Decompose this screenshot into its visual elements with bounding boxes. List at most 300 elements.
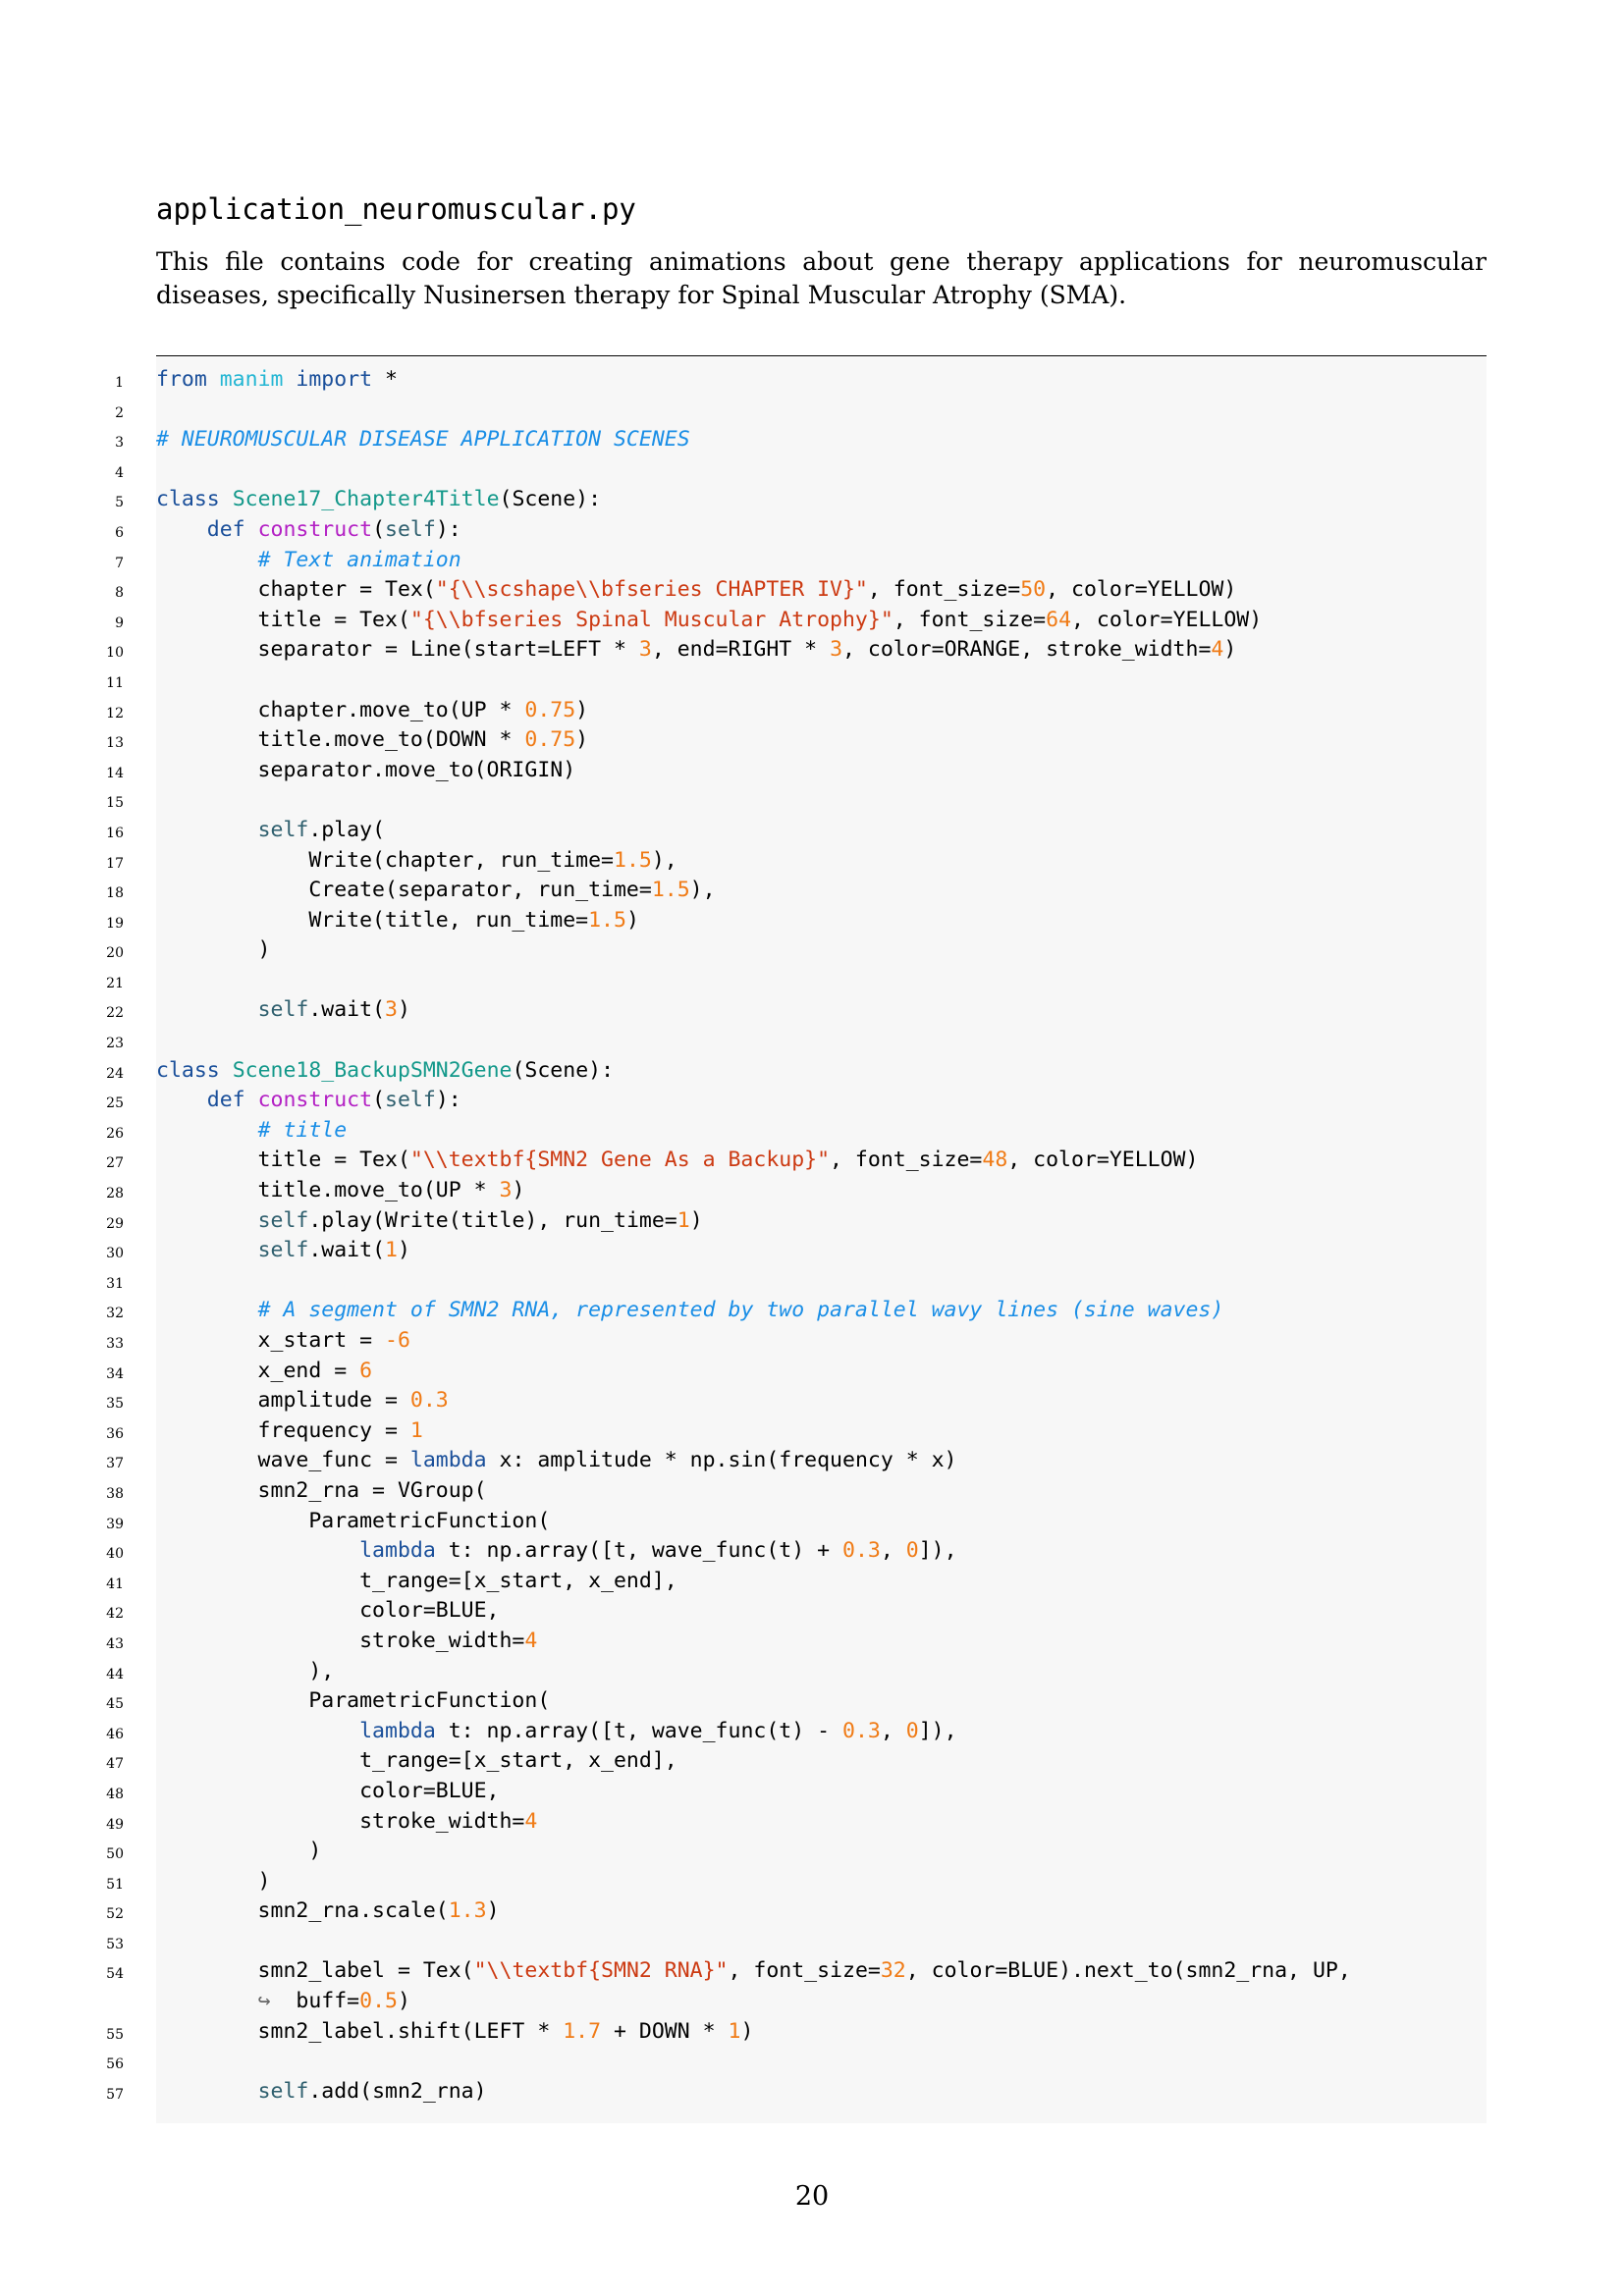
code-line xyxy=(0,365,1624,396)
line-number: 11 xyxy=(106,674,124,691)
line-number: 18 xyxy=(106,885,124,902)
code-line xyxy=(0,1446,1624,1476)
code-token: (Scene): xyxy=(499,487,602,512)
code-text xyxy=(156,365,398,396)
code-token: , color=ORANGE, stroke_width= xyxy=(842,637,1212,663)
code-line xyxy=(0,995,1624,1026)
code-token: Create(separator, run_time= xyxy=(156,878,652,903)
line-number: 51 xyxy=(106,1876,124,1893)
code-token: Write(title, run_time= xyxy=(156,907,589,933)
code-token: Scene17_Chapter4Title xyxy=(232,487,500,512)
code-token xyxy=(220,487,233,511)
line-number: 52 xyxy=(106,1906,124,1923)
line-number: 30 xyxy=(106,1246,124,1262)
code-token: 1.5 xyxy=(588,907,626,933)
code-token: 3 xyxy=(499,1178,513,1203)
code-line xyxy=(0,1927,1624,1957)
code-token: ) xyxy=(625,907,639,933)
code-token: ) xyxy=(486,1898,500,1924)
code-token: # A segment of SMN2 RNA, represented by two parallel wavy lines (sine waves) xyxy=(257,1298,1224,1323)
code-token xyxy=(283,367,296,392)
code-token: 0 xyxy=(905,1538,919,1564)
code-token: # title xyxy=(257,1117,348,1143)
code-line xyxy=(0,1056,1624,1087)
code-text xyxy=(156,1657,334,1687)
code-token: ) xyxy=(740,2018,754,2044)
code-text xyxy=(156,816,385,846)
code-token: color=BLUE, xyxy=(156,1778,500,1803)
code-token xyxy=(245,1088,258,1112)
code-token: lambda xyxy=(359,1538,436,1564)
code-line xyxy=(0,1807,1624,1838)
code-text xyxy=(156,1746,677,1777)
code-token: smn2_rna = VGroup( xyxy=(156,1477,487,1503)
code-line xyxy=(0,425,1624,455)
code-line xyxy=(0,1476,1624,1507)
line-number: 55 xyxy=(106,2026,124,2043)
code-line xyxy=(0,816,1624,846)
code-token: 1 xyxy=(677,1207,690,1233)
code-line xyxy=(0,455,1624,486)
code-token: separator = Line(start=LEFT * xyxy=(156,637,639,663)
code-text xyxy=(156,635,1236,666)
code-token: 1.3 xyxy=(448,1898,487,1924)
code-token: , font_size= xyxy=(867,577,1021,603)
code-token: stroke_width= xyxy=(156,1808,525,1834)
code-token: def xyxy=(206,516,245,542)
code-token: , color=YELLOW) xyxy=(1007,1148,1199,1173)
code-token: .add(smn2_rna) xyxy=(308,2078,487,2104)
code-line xyxy=(0,606,1624,636)
line-number: 6 xyxy=(115,524,124,541)
code-token: 0.3 xyxy=(409,1388,449,1414)
code-token: self xyxy=(257,2078,309,2104)
code-line xyxy=(0,1867,1624,1897)
line-number: 9 xyxy=(115,614,124,631)
code-text xyxy=(156,756,575,786)
code-line xyxy=(0,1987,1624,2017)
code-text xyxy=(156,935,271,966)
line-number: 43 xyxy=(106,1635,124,1652)
code-token: smn2_label.shift(LEFT * xyxy=(156,2018,564,2044)
code-token xyxy=(207,367,220,392)
code-token: lambda xyxy=(359,1718,436,1743)
code-line xyxy=(0,1206,1624,1237)
line-number: 22 xyxy=(106,1005,124,1022)
code-text xyxy=(156,1807,537,1838)
code-line xyxy=(0,1627,1624,1657)
code-token: ) xyxy=(156,1868,271,1894)
code-token: smn2_rna.scale( xyxy=(156,1898,449,1924)
code-token: ): xyxy=(435,1088,461,1113)
line-number: 20 xyxy=(106,945,124,962)
line-number: 13 xyxy=(106,735,124,752)
code-text xyxy=(156,1956,1351,1987)
line-number: 3 xyxy=(115,435,124,452)
code-text xyxy=(156,1326,410,1357)
page-number: 20 xyxy=(794,2181,830,2212)
code-token: ) xyxy=(1223,637,1237,663)
code-token: .play(Write(title), run_time= xyxy=(308,1207,677,1233)
code-line xyxy=(0,1507,1624,1537)
code-token: 1.5 xyxy=(651,878,690,903)
code-line xyxy=(0,1357,1624,1387)
code-token: color=BLUE, xyxy=(156,1598,500,1624)
code-text xyxy=(156,1686,550,1717)
code-token: self xyxy=(385,1088,436,1113)
code-token: self xyxy=(257,817,309,842)
code-token: ) xyxy=(156,937,271,963)
code-text xyxy=(156,1206,703,1237)
code-token: ↪ xyxy=(257,1989,271,2014)
code-token: 0.5 xyxy=(359,1989,398,2014)
line-number: 26 xyxy=(106,1125,124,1142)
line-number: 56 xyxy=(106,2056,124,2073)
code-text xyxy=(156,1987,410,2017)
code-token: "{\\bfseries Spinal Muscular Atrophy}" xyxy=(409,607,893,632)
code-line xyxy=(0,1296,1624,1326)
code-token xyxy=(156,1088,207,1112)
code-line xyxy=(0,876,1624,906)
code-token: ) xyxy=(575,697,589,722)
code-listing xyxy=(0,365,1624,2107)
code-text xyxy=(156,1236,410,1266)
code-token: title = Tex( xyxy=(156,1148,410,1173)
code-line xyxy=(0,1026,1624,1056)
line-number: 47 xyxy=(106,1756,124,1773)
line-number: 54 xyxy=(106,1966,124,1983)
line-number: 14 xyxy=(106,765,124,781)
code-token: ]), xyxy=(918,1718,957,1743)
code-text xyxy=(156,1146,1198,1176)
code-token xyxy=(245,517,258,542)
code-token: .play( xyxy=(308,817,386,842)
code-line xyxy=(0,725,1624,756)
line-number: 19 xyxy=(106,915,124,932)
code-text xyxy=(156,906,639,936)
code-text xyxy=(156,606,1262,636)
code-token: ), xyxy=(689,878,716,903)
code-text xyxy=(156,1116,347,1147)
line-number: 34 xyxy=(106,1365,124,1382)
line-number: 32 xyxy=(106,1306,124,1322)
code-token: ParametricFunction( xyxy=(156,1508,551,1533)
code-line xyxy=(0,485,1624,515)
code-token: t: np.array([t, wave_func(t) - xyxy=(435,1718,842,1743)
code-line xyxy=(0,1146,1624,1176)
code-top-rule xyxy=(156,355,1487,356)
code-token: , font_size= xyxy=(830,1148,983,1173)
code-token: .wait( xyxy=(308,997,386,1023)
line-number: 21 xyxy=(106,975,124,991)
line-number: 42 xyxy=(106,1606,124,1623)
code-token: ( xyxy=(372,516,386,542)
line-number: 15 xyxy=(106,795,124,812)
code-token: ( xyxy=(372,1088,386,1113)
code-token: 1 xyxy=(385,1238,398,1263)
line-number: 28 xyxy=(106,1186,124,1202)
code-text xyxy=(156,1446,957,1476)
line-number: 24 xyxy=(106,1065,124,1082)
code-line xyxy=(0,2077,1624,2108)
line-number: 53 xyxy=(106,1936,124,1952)
code-line xyxy=(0,756,1624,786)
code-token: 0 xyxy=(905,1718,919,1743)
code-token: 6 xyxy=(359,1358,373,1383)
code-token: chapter.move_to(UP * xyxy=(156,697,525,722)
line-number: 37 xyxy=(106,1456,124,1472)
code-line xyxy=(0,1686,1624,1717)
code-token: import xyxy=(296,367,373,392)
line-number: 40 xyxy=(106,1546,124,1563)
code-token xyxy=(156,1298,258,1322)
line-number: 4 xyxy=(115,464,124,481)
code-token: .wait( xyxy=(308,1238,386,1263)
code-token: 3 xyxy=(385,997,398,1023)
code-line xyxy=(0,1896,1624,1927)
code-text xyxy=(156,1717,957,1747)
code-token: 1 xyxy=(728,2018,741,2044)
code-line xyxy=(0,785,1624,816)
code-text xyxy=(156,575,1236,606)
line-number: 23 xyxy=(106,1036,124,1052)
code-text xyxy=(156,725,588,756)
line-number: 33 xyxy=(106,1336,124,1352)
code-token: , end=RIGHT * xyxy=(651,637,831,663)
code-line xyxy=(0,1837,1624,1867)
code-token: x_end = xyxy=(156,1358,360,1383)
code-token xyxy=(156,1238,258,1262)
line-number: 2 xyxy=(115,404,124,421)
code-token: wave_func = xyxy=(156,1448,410,1473)
code-token: title.move_to(DOWN * xyxy=(156,727,525,753)
code-token: t: np.array([t, wave_func(t) + xyxy=(435,1538,842,1564)
line-number: 41 xyxy=(106,1575,124,1592)
line-number: 39 xyxy=(106,1516,124,1532)
line-number: 31 xyxy=(106,1275,124,1292)
code-text xyxy=(156,876,716,906)
line-number: 7 xyxy=(115,555,124,571)
code-line xyxy=(0,2017,1624,2048)
code-line xyxy=(0,575,1624,606)
code-token: 32 xyxy=(880,1958,906,1984)
code-text xyxy=(156,1777,500,1807)
code-text xyxy=(156,1476,487,1507)
code-line xyxy=(0,906,1624,936)
code-text xyxy=(156,1416,423,1447)
code-token: construct xyxy=(257,1088,373,1113)
code-text xyxy=(156,1086,461,1116)
code-token xyxy=(156,517,207,542)
code-token: 0.3 xyxy=(842,1538,881,1564)
code-text xyxy=(156,1567,677,1597)
code-token: (Scene): xyxy=(512,1057,615,1083)
line-number: 29 xyxy=(106,1215,124,1232)
code-token: chapter = Tex( xyxy=(156,577,436,603)
code-line xyxy=(0,1596,1624,1627)
code-text xyxy=(156,1176,524,1206)
line-number: 48 xyxy=(106,1786,124,1802)
code-text xyxy=(156,425,690,455)
code-token: class xyxy=(156,1057,220,1083)
code-token: , xyxy=(880,1538,906,1564)
code-line xyxy=(0,1536,1624,1567)
line-number: 5 xyxy=(115,495,124,511)
code-text xyxy=(156,1386,449,1416)
code-token: ) xyxy=(689,1207,703,1233)
code-token xyxy=(156,818,258,842)
code-token: self xyxy=(257,1207,309,1233)
code-text xyxy=(156,1536,957,1567)
code-token: title = Tex( xyxy=(156,607,410,632)
code-token: t_range=[x_start, x_end], xyxy=(156,1568,677,1593)
code-text xyxy=(156,485,601,515)
code-token: , color=YELLOW) xyxy=(1046,577,1237,603)
code-token xyxy=(156,2079,258,2104)
code-token: 48 xyxy=(982,1148,1008,1173)
code-token: from xyxy=(156,367,207,392)
code-token xyxy=(156,1208,258,1233)
code-token: 4 xyxy=(1211,637,1224,663)
code-text xyxy=(156,846,677,877)
line-number: 27 xyxy=(106,1155,124,1172)
code-line xyxy=(0,1236,1624,1266)
code-token: ]), xyxy=(918,1538,957,1564)
line-number: 38 xyxy=(106,1485,124,1502)
code-text xyxy=(156,1507,550,1537)
code-token: ParametricFunction( xyxy=(156,1688,551,1714)
code-token: -6 xyxy=(385,1328,410,1353)
code-token: amplitude = xyxy=(156,1388,410,1414)
code-token: ) xyxy=(512,1178,525,1203)
code-token: class xyxy=(156,487,220,512)
code-token: ) xyxy=(397,1238,410,1263)
code-token: def xyxy=(206,1088,245,1113)
code-token: construct xyxy=(257,516,373,542)
code-token: ) xyxy=(156,1839,322,1864)
code-token: 1.5 xyxy=(614,847,652,873)
code-token: 0.3 xyxy=(842,1718,881,1743)
code-token: # NEUROMUSCULAR DISEASE APPLICATION SCENES xyxy=(156,427,690,453)
code-text xyxy=(156,1896,500,1927)
code-text xyxy=(156,515,461,546)
line-number: 44 xyxy=(106,1666,124,1682)
line-number: 10 xyxy=(106,645,124,662)
code-token: separator.move_to(ORIGIN) xyxy=(156,757,576,782)
code-text xyxy=(156,2017,753,2048)
code-token: lambda xyxy=(409,1448,487,1473)
code-token: smn2_label = Tex( xyxy=(156,1958,474,1984)
code-line xyxy=(0,635,1624,666)
line-number: 25 xyxy=(106,1095,124,1112)
code-token: title.move_to(UP * xyxy=(156,1178,500,1203)
code-line xyxy=(0,515,1624,546)
line-number: 12 xyxy=(106,705,124,721)
code-token: ) xyxy=(397,1989,410,2014)
code-token: Scene18_BackupSMN2Gene xyxy=(232,1057,513,1083)
code-token: Write(chapter, run_time= xyxy=(156,847,614,873)
code-token: x: amplitude * np.sin(frequency * x) xyxy=(486,1448,957,1473)
code-token: 3 xyxy=(638,637,652,663)
code-token: "{\\scshape\\bfseries CHAPTER IV}" xyxy=(435,577,868,603)
code-token: 64 xyxy=(1046,607,1072,632)
code-text xyxy=(156,696,588,726)
code-token: ) xyxy=(575,727,589,753)
code-line xyxy=(0,966,1624,996)
code-token: self xyxy=(385,516,436,542)
code-text xyxy=(156,2077,487,2108)
code-token xyxy=(156,1719,359,1743)
code-token xyxy=(156,997,258,1022)
code-text xyxy=(156,1837,321,1867)
code-token: 1.7 xyxy=(563,2018,602,2044)
code-text xyxy=(156,1867,271,1897)
code-token: "\\textbf{SMN2 Gene As a Backup}" xyxy=(409,1148,831,1173)
code-line xyxy=(0,1777,1624,1807)
line-number: 45 xyxy=(106,1696,124,1713)
code-line xyxy=(0,1416,1624,1447)
code-token xyxy=(156,1989,258,2013)
code-token: 1 xyxy=(409,1417,423,1443)
line-number: 49 xyxy=(106,1816,124,1833)
code-line xyxy=(0,396,1624,426)
code-line xyxy=(0,1567,1624,1597)
line-number: 57 xyxy=(106,2086,124,2103)
code-token: 4 xyxy=(524,1628,538,1653)
line-number: 36 xyxy=(106,1425,124,1442)
code-token: 3 xyxy=(830,637,843,663)
code-line xyxy=(0,1116,1624,1147)
code-token: 0.75 xyxy=(524,727,576,753)
file-description: This file contains code for creating animations about gene therapy applications for neuromuscular diseases, specifically Nusinersen therapy for Spinal Muscular Atrophy (SMA). xyxy=(156,247,1487,309)
code-line xyxy=(0,546,1624,576)
code-token: , color=YELLOW) xyxy=(1071,607,1263,632)
code-token: 4 xyxy=(524,1808,538,1834)
code-token: , xyxy=(880,1718,906,1743)
code-token: ), xyxy=(651,847,677,873)
code-text xyxy=(156,1596,500,1627)
code-line xyxy=(0,1176,1624,1206)
code-token: t_range=[x_start, x_end], xyxy=(156,1748,677,1774)
code-text xyxy=(156,1296,1223,1326)
code-token: manim xyxy=(219,367,284,392)
code-token: x_start = xyxy=(156,1328,385,1353)
code-line xyxy=(0,1746,1624,1777)
code-token: self xyxy=(257,1238,309,1263)
code-line xyxy=(0,935,1624,966)
code-text xyxy=(156,995,410,1026)
line-number: 50 xyxy=(106,1846,124,1863)
code-line xyxy=(0,666,1624,696)
code-text xyxy=(156,546,461,576)
code-line xyxy=(0,1386,1624,1416)
code-line xyxy=(0,1326,1624,1357)
code-line xyxy=(0,1956,1624,1987)
code-line xyxy=(0,1086,1624,1116)
code-token: ): xyxy=(435,516,461,542)
code-token: , color=BLUE).next_to(smn2_rna, UP, xyxy=(905,1958,1351,1984)
code-token: "\\textbf{SMN2 RNA}" xyxy=(473,1958,729,1984)
code-line xyxy=(0,1657,1624,1687)
code-line xyxy=(0,2047,1624,2077)
line-number: 35 xyxy=(106,1396,124,1413)
code-token: ) xyxy=(397,997,410,1023)
code-line xyxy=(0,696,1624,726)
code-token: 0.75 xyxy=(524,697,576,722)
code-line xyxy=(0,1717,1624,1747)
code-token: stroke_width= xyxy=(156,1628,525,1653)
code-token: frequency = xyxy=(156,1417,410,1443)
